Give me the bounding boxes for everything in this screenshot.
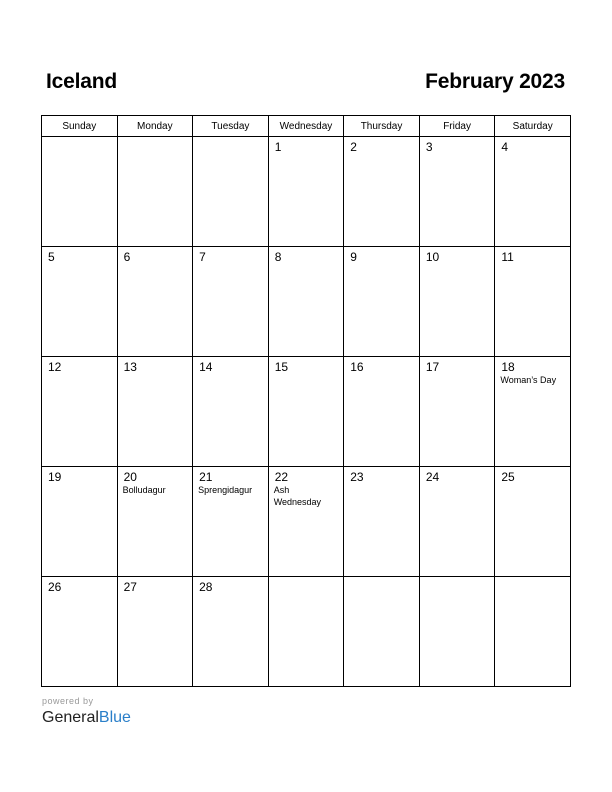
day-cell bbox=[268, 137, 344, 247]
day-number bbox=[193, 137, 268, 140]
day-cell bbox=[193, 577, 269, 687]
day-cell bbox=[117, 467, 193, 577]
day-cell bbox=[193, 467, 269, 577]
day-cell bbox=[495, 577, 571, 687]
day-cell bbox=[42, 577, 118, 687]
country-title: Iceland bbox=[46, 70, 117, 93]
day-number: 6 bbox=[123, 250, 131, 264]
powered-by-text: powered by bbox=[42, 696, 94, 706]
week-row bbox=[42, 357, 571, 467]
day-number: 10 bbox=[425, 250, 440, 264]
weekday-header: Monday bbox=[117, 116, 193, 137]
day-cell bbox=[193, 137, 269, 247]
day-cell bbox=[495, 247, 571, 357]
day-number: 12 bbox=[48, 360, 62, 374]
day-number: 14 bbox=[199, 360, 213, 374]
day-number: 11 bbox=[501, 250, 514, 264]
week-row bbox=[42, 137, 571, 247]
generalblue-logo[interactable] bbox=[42, 708, 131, 728]
day-cell bbox=[268, 577, 344, 687]
day-number: 5 bbox=[48, 250, 55, 264]
day-cell bbox=[419, 137, 495, 247]
day-cell bbox=[419, 247, 495, 357]
day-number: 19 bbox=[48, 470, 62, 484]
day-cell bbox=[495, 137, 571, 247]
day-cell bbox=[344, 357, 420, 467]
brand-general-text: General bbox=[42, 709, 99, 726]
weekday-header: Saturday bbox=[495, 116, 571, 137]
day-cell bbox=[268, 467, 344, 577]
day-cell bbox=[193, 357, 269, 467]
day-number: 7 bbox=[199, 250, 206, 264]
day-cell bbox=[344, 247, 420, 357]
weekday-header: Sunday bbox=[42, 116, 118, 137]
day-number bbox=[269, 577, 344, 580]
day-number: 23 bbox=[350, 470, 364, 484]
day-cell bbox=[42, 357, 118, 467]
day-number: 8 bbox=[274, 250, 282, 264]
day-number: 9 bbox=[350, 250, 357, 264]
day-number: 4 bbox=[501, 140, 509, 154]
day-number: 18 bbox=[501, 360, 515, 374]
day-cell bbox=[344, 467, 420, 577]
day-number: 26 bbox=[48, 580, 62, 594]
day-number: 27 bbox=[123, 580, 137, 594]
day-cell bbox=[495, 357, 571, 467]
day-cell bbox=[268, 247, 344, 357]
day-number: 25 bbox=[501, 470, 515, 484]
day-cell bbox=[42, 247, 118, 357]
week-row bbox=[42, 577, 571, 687]
day-number: 20 bbox=[123, 470, 137, 484]
weekday-header: Friday bbox=[419, 116, 495, 137]
day-number: 24 bbox=[425, 470, 440, 484]
day-cell bbox=[117, 137, 193, 247]
day-number: 1 bbox=[274, 140, 282, 154]
day-number bbox=[495, 577, 570, 580]
day-number: 3 bbox=[425, 140, 433, 154]
day-number: 22 bbox=[274, 470, 289, 484]
day-cell bbox=[42, 137, 118, 247]
day-number bbox=[344, 577, 419, 580]
weekday-header: Wednesday bbox=[268, 116, 344, 137]
day-cell bbox=[268, 357, 344, 467]
day-cell bbox=[117, 577, 193, 687]
holiday-label: Woman’s Day bbox=[500, 375, 557, 385]
day-cell bbox=[117, 247, 193, 357]
day-cell bbox=[193, 247, 269, 357]
weekday-header: Tuesday bbox=[193, 116, 269, 137]
day-cell bbox=[419, 577, 495, 687]
day-number bbox=[118, 137, 193, 140]
day-cell bbox=[42, 467, 118, 577]
week-row bbox=[42, 247, 571, 357]
day-number: 28 bbox=[199, 580, 213, 594]
weekday-header-row bbox=[42, 116, 571, 137]
day-number bbox=[42, 137, 117, 140]
day-cell bbox=[344, 577, 420, 687]
day-cell bbox=[419, 467, 495, 577]
day-cell bbox=[495, 467, 571, 577]
day-number: 16 bbox=[350, 360, 364, 374]
day-cell bbox=[344, 137, 420, 247]
day-number: 2 bbox=[350, 140, 357, 154]
footer-branding bbox=[42, 696, 131, 728]
day-cell bbox=[117, 357, 193, 467]
day-cell bbox=[419, 357, 495, 467]
holiday-label: Sprengidagur bbox=[198, 485, 253, 495]
calendar-grid bbox=[41, 115, 571, 687]
month-year-title: February 2023 bbox=[425, 70, 565, 93]
brand-blue-text: Blue bbox=[98, 709, 131, 726]
day-number: 17 bbox=[425, 360, 440, 374]
day-number: 21 bbox=[199, 470, 213, 484]
day-number bbox=[420, 577, 495, 580]
week-row bbox=[42, 467, 571, 577]
holiday-label: Ash Wednesday bbox=[273, 485, 322, 507]
day-number: 13 bbox=[123, 360, 137, 374]
holiday-label: Bolludagur bbox=[122, 485, 166, 495]
weekday-header: Thursday bbox=[344, 116, 420, 137]
day-number: 15 bbox=[274, 360, 289, 374]
